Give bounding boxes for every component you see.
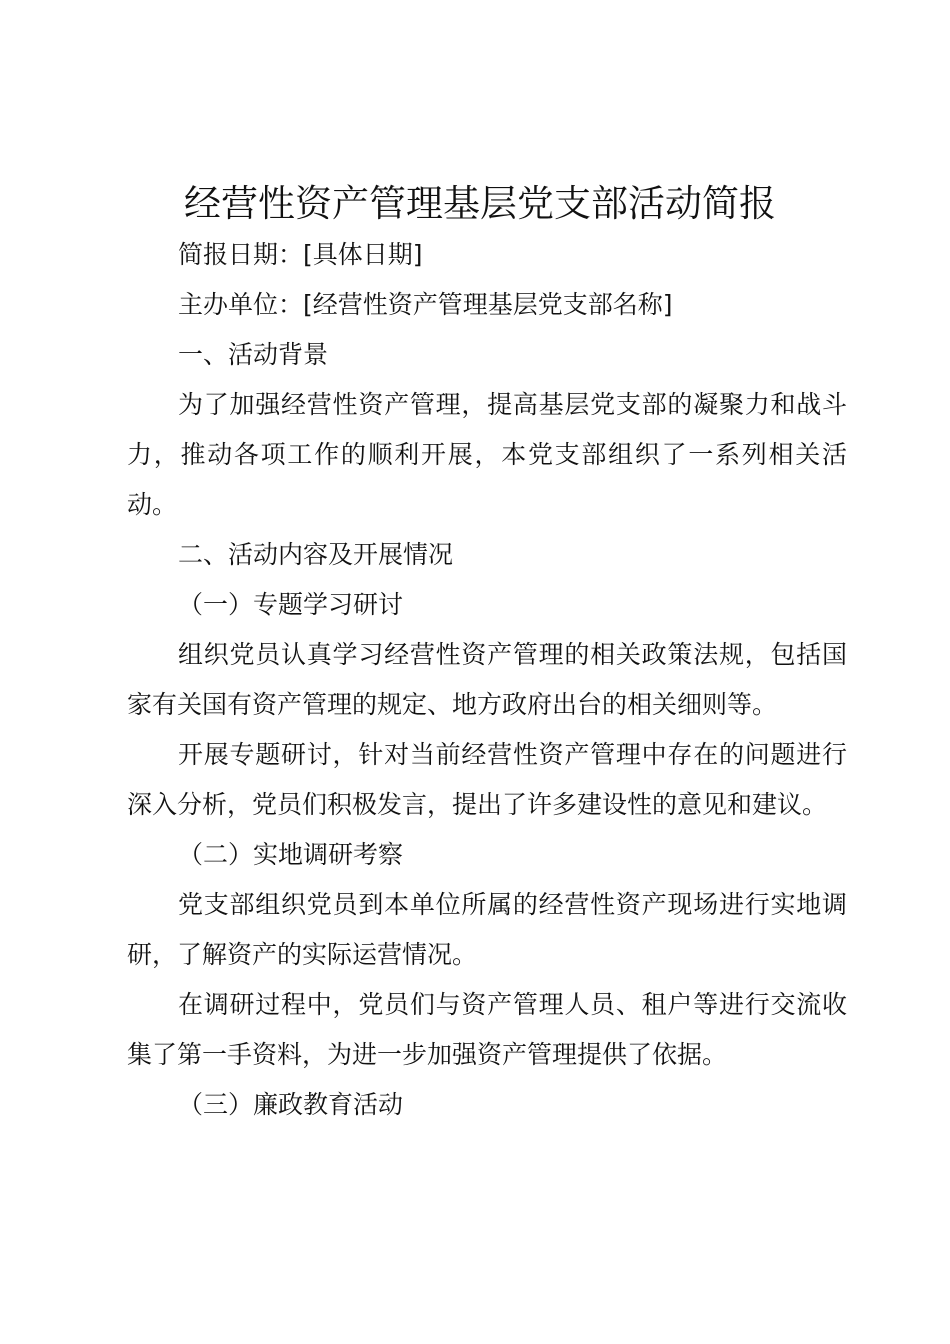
subheading-study: （一）专题学习研讨 bbox=[178, 590, 404, 619]
paragraph-background: 为了加强经营性资产管理，提高基层党支部的凝聚力和战斗力，推动各项工作的顺利开展，本党支部组织了一系列相关活动。 bbox=[127, 390, 847, 519]
section-heading-background: 一、活动背景 bbox=[178, 340, 329, 369]
section-heading-content: 二、活动内容及开展情况 bbox=[178, 540, 454, 569]
paragraph-study-1: 组织党员认真学习经营性资产管理的相关政策法规，包括国家有关国有资产管理的规定、地方政府出台的相关细则等。 bbox=[127, 640, 847, 719]
paragraph-study-2: 开展专题研讨，针对当前经营性资产管理中存在的问题进行深入分析，党员们积极发言，提出了许多建设性的意见和建议。 bbox=[127, 740, 847, 819]
subheading-survey: （二）实地调研考察 bbox=[178, 840, 404, 869]
document-title: 经营性资产管理基层党支部活动简报 bbox=[184, 182, 776, 225]
paragraph-survey-1: 党支部组织党员到本单位所属的经营性资产现场进行实地调研，了解资产的实际运营情况。 bbox=[127, 890, 847, 969]
organizer: 主办单位：[经营性资产管理基层党支部名称] bbox=[178, 290, 673, 319]
paragraph-survey-2: 在调研过程中，党员们与资产管理人员、租户等进行交流收集了第一手资料，为进一步加强资产管理提供了依据。 bbox=[127, 990, 847, 1069]
report-date: 简报日期：[具体日期] bbox=[178, 240, 423, 269]
subheading-integrity: （三）廉政教育活动 bbox=[178, 1090, 404, 1119]
document-body bbox=[127, 230, 847, 1130]
